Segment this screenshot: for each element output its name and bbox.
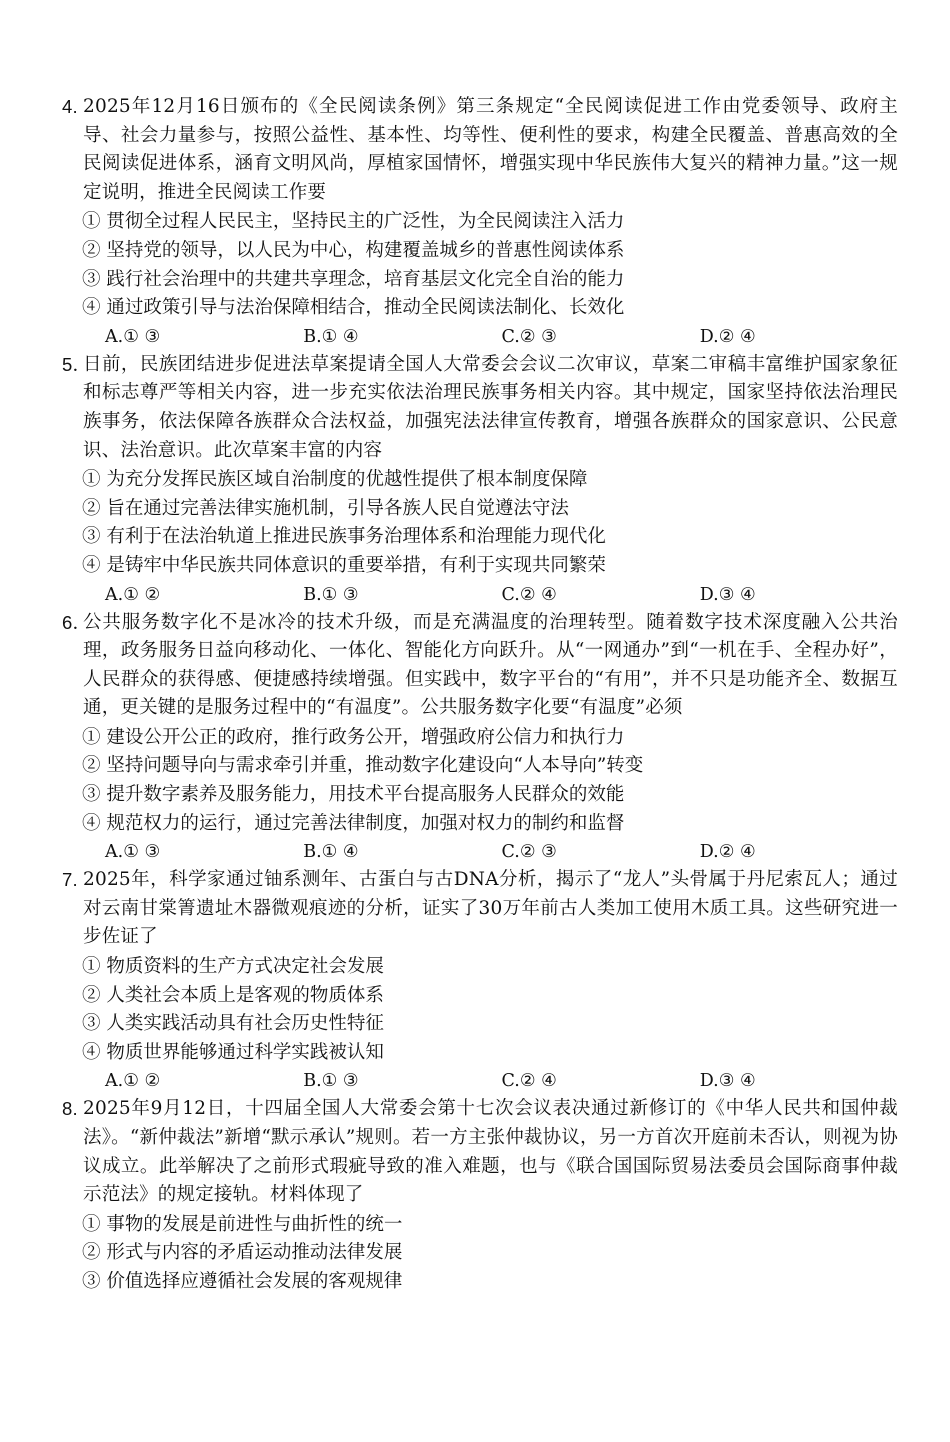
question-text: 公共服务数字化不是冰冷的技术升级，而是充满温度的治理转型。随着数字技术深度融入公共治理，政务服务日益向移动化、一体化、智能化方向跃升。从“一网通办”到“一机在手、全程办好”，人民群众的获得感、便捷感持续增强。但实践中，数字平台的“有用”，并不只是功能齐全、数据互通，更关键的是服务过程中的“有温度”。公共服务数字化要“有温度”必须 bbox=[83, 611, 898, 719]
answer-choice-d[interactable]: D.③ ④ bbox=[699, 584, 756, 605]
question-8 bbox=[62, 1095, 898, 1296]
statement-option: ② 形式与内容的矛盾运动推动法律发展 bbox=[82, 1242, 403, 1264]
statement-option: ① 物质资料的生产方式决定社会发展 bbox=[82, 956, 384, 978]
question-stem bbox=[62, 609, 898, 723]
statement-option: ① 建设公开公正的政府，推行政务公开，增强政府公信力和执行力 bbox=[82, 726, 625, 748]
question-number: 7. bbox=[62, 869, 78, 891]
answer-choice-c[interactable]: C.② ④ bbox=[501, 584, 557, 605]
question-stem bbox=[62, 866, 898, 952]
option-list bbox=[62, 724, 898, 838]
answer-choice-b[interactable]: B.① ④ bbox=[303, 842, 359, 863]
answer-choice-b[interactable]: B.① ④ bbox=[303, 326, 359, 347]
answer-choices bbox=[62, 1067, 898, 1095]
answer-choice-b[interactable]: B.① ③ bbox=[303, 1071, 359, 1092]
statement-option: ① 贯彻全过程人民民主，坚持民主的广泛性，为全民阅读注入活力 bbox=[82, 211, 625, 233]
statement-option: ③ 人类实践活动具有社会历史性特征 bbox=[82, 1013, 384, 1035]
statement-option: ③ 有利于在法治轨道上推进民族事务治理体系和治理能力现代化 bbox=[82, 526, 606, 548]
answer-choice-d[interactable]: D.② ④ bbox=[699, 326, 756, 347]
statement-option: ③ 践行社会治理中的共建共享理念，培育基层文化完全自治的能力 bbox=[82, 268, 625, 290]
answer-choice-a[interactable]: A.① ③ bbox=[105, 842, 161, 863]
question-number: 5． bbox=[62, 353, 92, 375]
statement-option: ② 人类社会本质上是客观的物质体系 bbox=[82, 984, 384, 1006]
question-7 bbox=[62, 866, 898, 1095]
statement-option: ② 旨在通过完善法律实施机制，引导各族人民自觉遵法守法 bbox=[82, 497, 569, 519]
answer-choice-c[interactable]: C.② ③ bbox=[501, 326, 557, 347]
answer-choice-d[interactable]: D.② ④ bbox=[699, 842, 756, 863]
question-stem bbox=[62, 351, 898, 465]
statement-option: ① 为充分发挥民族区域自治制度的优越性提供了根本制度保障 bbox=[82, 469, 588, 491]
option-list bbox=[62, 1211, 898, 1297]
answer-choices bbox=[62, 838, 898, 866]
question-text: 2025年9月12日，十四届全国人大常委会第十七次会议表决通过新修订的《中华人民共和国仲裁法》。“新仲裁法”新增“默示承认”规则。若一方主张仲裁协议，另一方首次开庭前未否认，则视为协议成立。此举解决了之前形式瑕疵导致的准入难题，也与《联合国国际贸易法委员会国际商事仲裁示范法》的规定接轨。材料体现了 bbox=[83, 1098, 898, 1206]
option-list bbox=[62, 208, 898, 322]
question-4 bbox=[62, 93, 898, 351]
question-number: 4. bbox=[62, 96, 78, 117]
question-number: 6． bbox=[62, 611, 92, 633]
question-text: 日前，民族团结进步促进法草案提请全国人大常委会会议二次审议，草案二审稿丰富维护国家象征和标志尊严等相关内容，进一步充实依法治理民族事务相关内容。其中规定，国家坚持依法治理民族事务，依法保障各族群众合法权益，加强宪法法律宣传教育，增强各族群众的国家意识、公民意识、法治意识。此次草案丰富的内容 bbox=[83, 353, 898, 461]
answer-choice-a[interactable]: A.① ③ bbox=[105, 326, 161, 347]
statement-option: ① 事物的发展是前进性与曲折性的统一 bbox=[82, 1213, 403, 1235]
question-stem bbox=[62, 93, 898, 207]
statement-option: ④ 通过政策引导与法治保障相结合，推动全民阅读法制化、长效化 bbox=[82, 297, 625, 319]
statement-option: ② 坚持党的领导，以人民为中心，构建覆盖城乡的普惠性阅读体系 bbox=[82, 239, 625, 261]
statement-option: ③ 提升数字素养及服务能力，用技术平台提高服务人民群众的效能 bbox=[82, 784, 625, 806]
question-number: 8. bbox=[62, 1098, 78, 1120]
answer-choice-c[interactable]: C.② ④ bbox=[501, 1071, 557, 1092]
answer-choice-a[interactable]: A.① ② bbox=[105, 1071, 161, 1092]
answer-choice-d[interactable]: D.③ ④ bbox=[699, 1071, 756, 1092]
question-stem bbox=[62, 1095, 898, 1209]
option-list bbox=[62, 953, 898, 1067]
question-6 bbox=[62, 609, 898, 867]
answer-choice-a[interactable]: A.① ② bbox=[105, 584, 161, 605]
statement-option: ② 坚持问题导向与需求牵引并重，推动数字化建设向“人本导向”转变 bbox=[82, 755, 644, 777]
option-list bbox=[62, 466, 898, 580]
answer-choice-c[interactable]: C.② ③ bbox=[501, 842, 557, 863]
question-5 bbox=[62, 351, 898, 609]
question-text: 2025年12月16日颁布的《全民阅读条例》第三条规定“全民阅读促进工作由党委领导、政府主导、社会力量参与，按照公益性、基本性、均等性、便利性的要求，构建全民覆盖、普惠高效的全民阅读促进体系，涵育文明风尚，厚植家国情怀，增强实现中华民族伟大复兴的精神力量。”这一规定说明，推进全民阅读工作要 bbox=[83, 96, 898, 203]
statement-option: ④ 规范权力的运行，通过完善法律制度，加强对权力的制约和监督 bbox=[82, 812, 625, 834]
statement-option: ④ 物质世界能够通过科学实践被认知 bbox=[82, 1041, 384, 1063]
question-text: 2025年，科学家通过铀系测年、古蛋白与古DNA分析，揭示了“龙人”头骨属于丹尼索瓦人；通过对云南甘棠箐遗址木器微观痕迹的分析，证实了30万年前古人类加工使用木质工具。这些研究进一步佐证了 bbox=[83, 869, 898, 948]
statement-option: ④ 是铸牢中华民族共同体意识的重要举措，有利于实现共同繁荣 bbox=[82, 554, 606, 576]
answer-choice-b[interactable]: B.① ③ bbox=[303, 584, 359, 605]
answer-choices bbox=[62, 323, 898, 351]
statement-option: ③ 价值选择应遵循社会发展的客观规律 bbox=[82, 1270, 403, 1292]
answer-choices bbox=[62, 581, 898, 609]
